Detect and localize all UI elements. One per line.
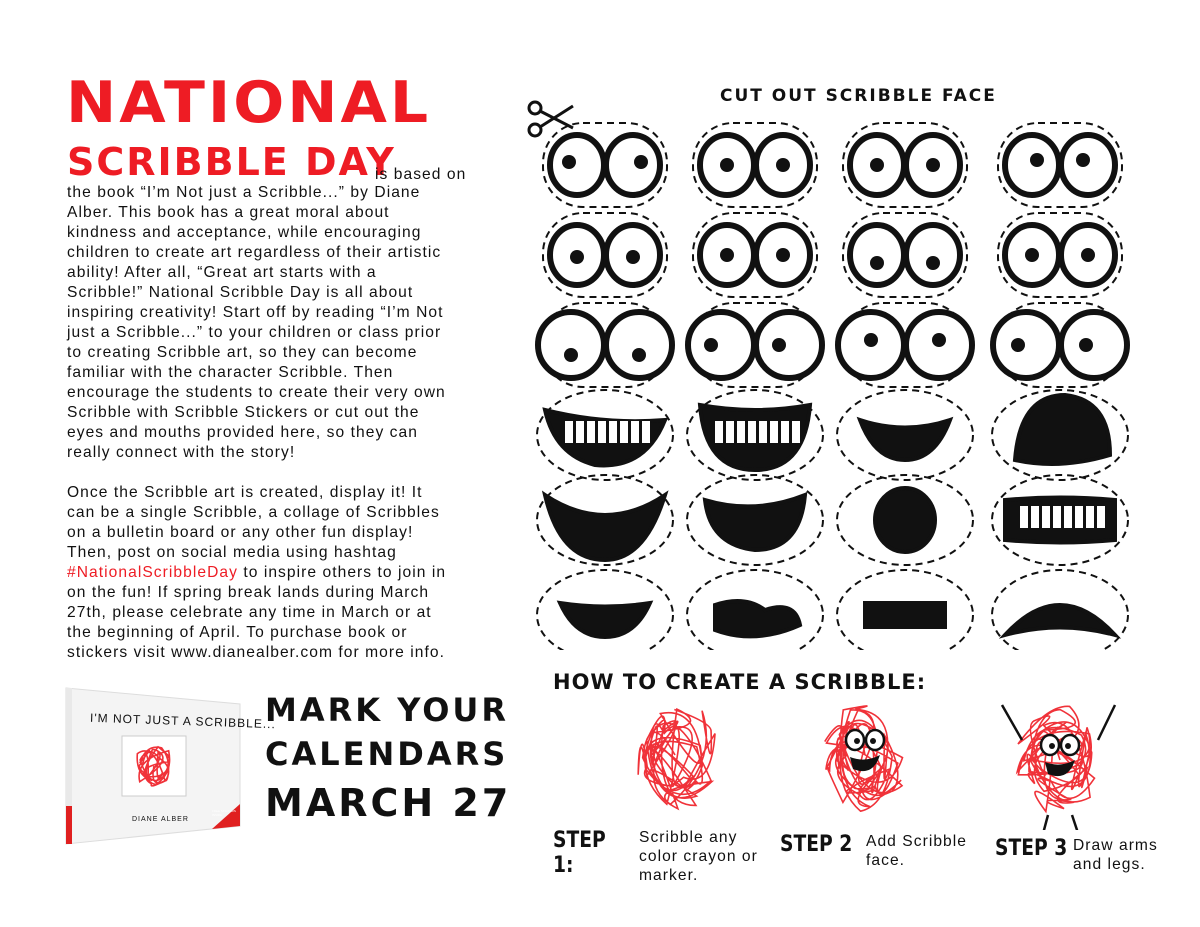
book-title: I'M NOT JUST A SCRIBBLE... bbox=[89, 710, 277, 732]
intro-line: inspiring creativity! Start off by reading “I’m Not bbox=[67, 304, 444, 321]
step-1-text bbox=[639, 828, 758, 885]
mouth-cutout[interactable] bbox=[537, 390, 673, 480]
eye-icon bbox=[850, 225, 904, 285]
scribble-step-3 bbox=[1002, 705, 1115, 830]
mouth-cutout[interactable] bbox=[837, 570, 973, 650]
eye-icon bbox=[606, 135, 660, 195]
display-line: the beginning of April. To purchase book or bbox=[67, 624, 408, 641]
eye-icon bbox=[1005, 135, 1059, 195]
book-badge: FREE STICKERS INSIDE bbox=[212, 809, 236, 817]
hashtag-link[interactable]: #NationalScribbleDay bbox=[67, 564, 238, 581]
intro-first-line: is based on bbox=[375, 166, 467, 183]
mouth-cutout[interactable] bbox=[537, 570, 673, 650]
step-3-line: Draw arms bbox=[1073, 837, 1158, 854]
intro-line: really connect with the story! bbox=[67, 444, 296, 461]
mouth-cutout[interactable] bbox=[537, 475, 673, 565]
scribble-step-2 bbox=[825, 706, 903, 811]
mouth-icon bbox=[865, 603, 945, 627]
eyes-cutout[interactable] bbox=[538, 303, 672, 387]
red-scribble bbox=[825, 706, 903, 811]
hashtag-line bbox=[67, 563, 446, 583]
eye-icon bbox=[1061, 135, 1115, 195]
mouth-cutout[interactable] bbox=[992, 475, 1128, 565]
eyes-cutout[interactable] bbox=[998, 123, 1122, 207]
eyes-cutout[interactable] bbox=[843, 213, 967, 297]
step-3-label: STEP 3 bbox=[995, 836, 1068, 861]
step-3-text bbox=[1073, 836, 1158, 874]
intro-paragraph bbox=[67, 183, 446, 463]
mouth-icon bbox=[705, 495, 805, 550]
title-national: NATIONAL bbox=[66, 69, 432, 137]
mouth-icon bbox=[875, 488, 935, 552]
intro-line: eyes and mouths provided here, so they can bbox=[67, 424, 418, 441]
intro-line: familiar with the character Scribble. Then bbox=[67, 364, 394, 381]
intro-line: children to create art regardless of their artistic bbox=[67, 244, 442, 261]
mouth-cutout[interactable] bbox=[992, 390, 1128, 480]
intro-line: the book “I’m Not just a Scribble...” by Diane bbox=[67, 184, 421, 201]
eyes-cutout[interactable] bbox=[543, 123, 667, 207]
eye-icon bbox=[756, 312, 822, 378]
eye-icon bbox=[993, 312, 1059, 378]
step-1-line: Scribble any bbox=[639, 829, 738, 846]
eyes-cutout[interactable] bbox=[543, 213, 667, 297]
display-line: 27th, please celebrate any time in March or at bbox=[67, 604, 432, 621]
mark-your-calendars bbox=[265, 688, 511, 830]
step-2-label: STEP 2 bbox=[780, 832, 853, 857]
eye-icon bbox=[538, 312, 604, 378]
eyes-cutout[interactable] bbox=[838, 303, 972, 387]
intro-line: encourage the students to create their very own bbox=[67, 384, 446, 401]
mouth-cutout[interactable] bbox=[992, 570, 1128, 650]
mouth-icon bbox=[715, 601, 800, 636]
mouth-cutout[interactable] bbox=[837, 390, 973, 480]
mouth-icon bbox=[1005, 605, 1115, 635]
eyes-cutout[interactable] bbox=[843, 123, 967, 207]
book-author: DIANE ALBER bbox=[132, 816, 189, 823]
mark-line1: MARK YOUR bbox=[265, 691, 510, 729]
eyes-cutout[interactable] bbox=[998, 213, 1122, 297]
intro-line: ability! After all, “Great art starts with a bbox=[67, 264, 377, 281]
scribble-examples bbox=[600, 690, 1140, 830]
mouth-cutout[interactable] bbox=[687, 390, 823, 480]
cutout-faces bbox=[520, 110, 1200, 650]
step-1-line: marker. bbox=[639, 867, 699, 884]
red-scribble bbox=[638, 709, 715, 809]
mouth-icon bbox=[545, 495, 665, 560]
mark-date: MARCH 27 bbox=[265, 781, 512, 825]
eye-icon bbox=[1061, 312, 1127, 378]
intro-line: to creating Scribble art, so they can become bbox=[67, 344, 418, 361]
eyes-cutout[interactable] bbox=[688, 303, 822, 387]
mark-line2: CALENDARS bbox=[265, 735, 509, 773]
hashtag-rest: to inspire others to join in bbox=[237, 564, 447, 581]
display-line: Then, post on social media using hashtag bbox=[67, 544, 397, 561]
display-paragraph bbox=[67, 483, 446, 663]
book-cover bbox=[62, 686, 277, 846]
mouth-icon bbox=[860, 420, 950, 460]
title-scribble-day: SCRIBBLE DAY bbox=[67, 140, 396, 184]
eyes-cutout[interactable] bbox=[693, 213, 817, 297]
red-scribble bbox=[1017, 706, 1094, 811]
mouth-icon bbox=[560, 603, 650, 637]
display-line: on the fun! If spring break lands during March bbox=[67, 584, 430, 601]
step-2-line: Add Scribble bbox=[866, 833, 968, 850]
display-line: can be a single Scribble, a collage of Scribbles bbox=[67, 504, 440, 521]
cut-out-title: CUT OUT SCRIBBLE FACE bbox=[720, 86, 997, 106]
eyes-cutout[interactable] bbox=[693, 123, 817, 207]
eye-icon bbox=[906, 225, 960, 285]
step-2-line: face. bbox=[866, 852, 906, 869]
eye-icon bbox=[688, 312, 754, 378]
eye-icon bbox=[606, 312, 672, 378]
mouth-cutout[interactable] bbox=[837, 475, 973, 565]
how-to-title: HOW TO CREATE A SCRIBBLE: bbox=[553, 670, 927, 694]
step-1-line: color crayon or bbox=[639, 848, 758, 865]
display-line: on a bulletin board or any other fun display! bbox=[67, 524, 414, 541]
step-2-text bbox=[866, 832, 967, 870]
mouth-cutout[interactable] bbox=[687, 570, 823, 650]
mouth-icon bbox=[1015, 395, 1110, 464]
intro-line: Scribble with Scribble Stickers or cut out the bbox=[67, 404, 420, 421]
display-line: Once the Scribble art is created, display it! It bbox=[67, 484, 423, 501]
intro-line: kindness and acceptance, while encouraging bbox=[67, 224, 422, 241]
intro-line: Scribble!” National Scribble Day is all about bbox=[67, 284, 414, 301]
intro-line: just a Scribble...” to your children or class prior bbox=[67, 324, 442, 341]
eye-icon bbox=[550, 135, 604, 195]
step-1-label: STEP 1: bbox=[553, 828, 606, 878]
display-line: stickers visit www.dianealber.com for more info. bbox=[67, 644, 445, 661]
step-3-line: and legs. bbox=[1073, 856, 1146, 873]
mouth-cutout[interactable] bbox=[687, 475, 823, 565]
eyes-cutout[interactable] bbox=[993, 303, 1127, 387]
scribble-step-1 bbox=[638, 709, 715, 809]
intro-line: Alber. This book has a great moral about bbox=[67, 204, 390, 221]
